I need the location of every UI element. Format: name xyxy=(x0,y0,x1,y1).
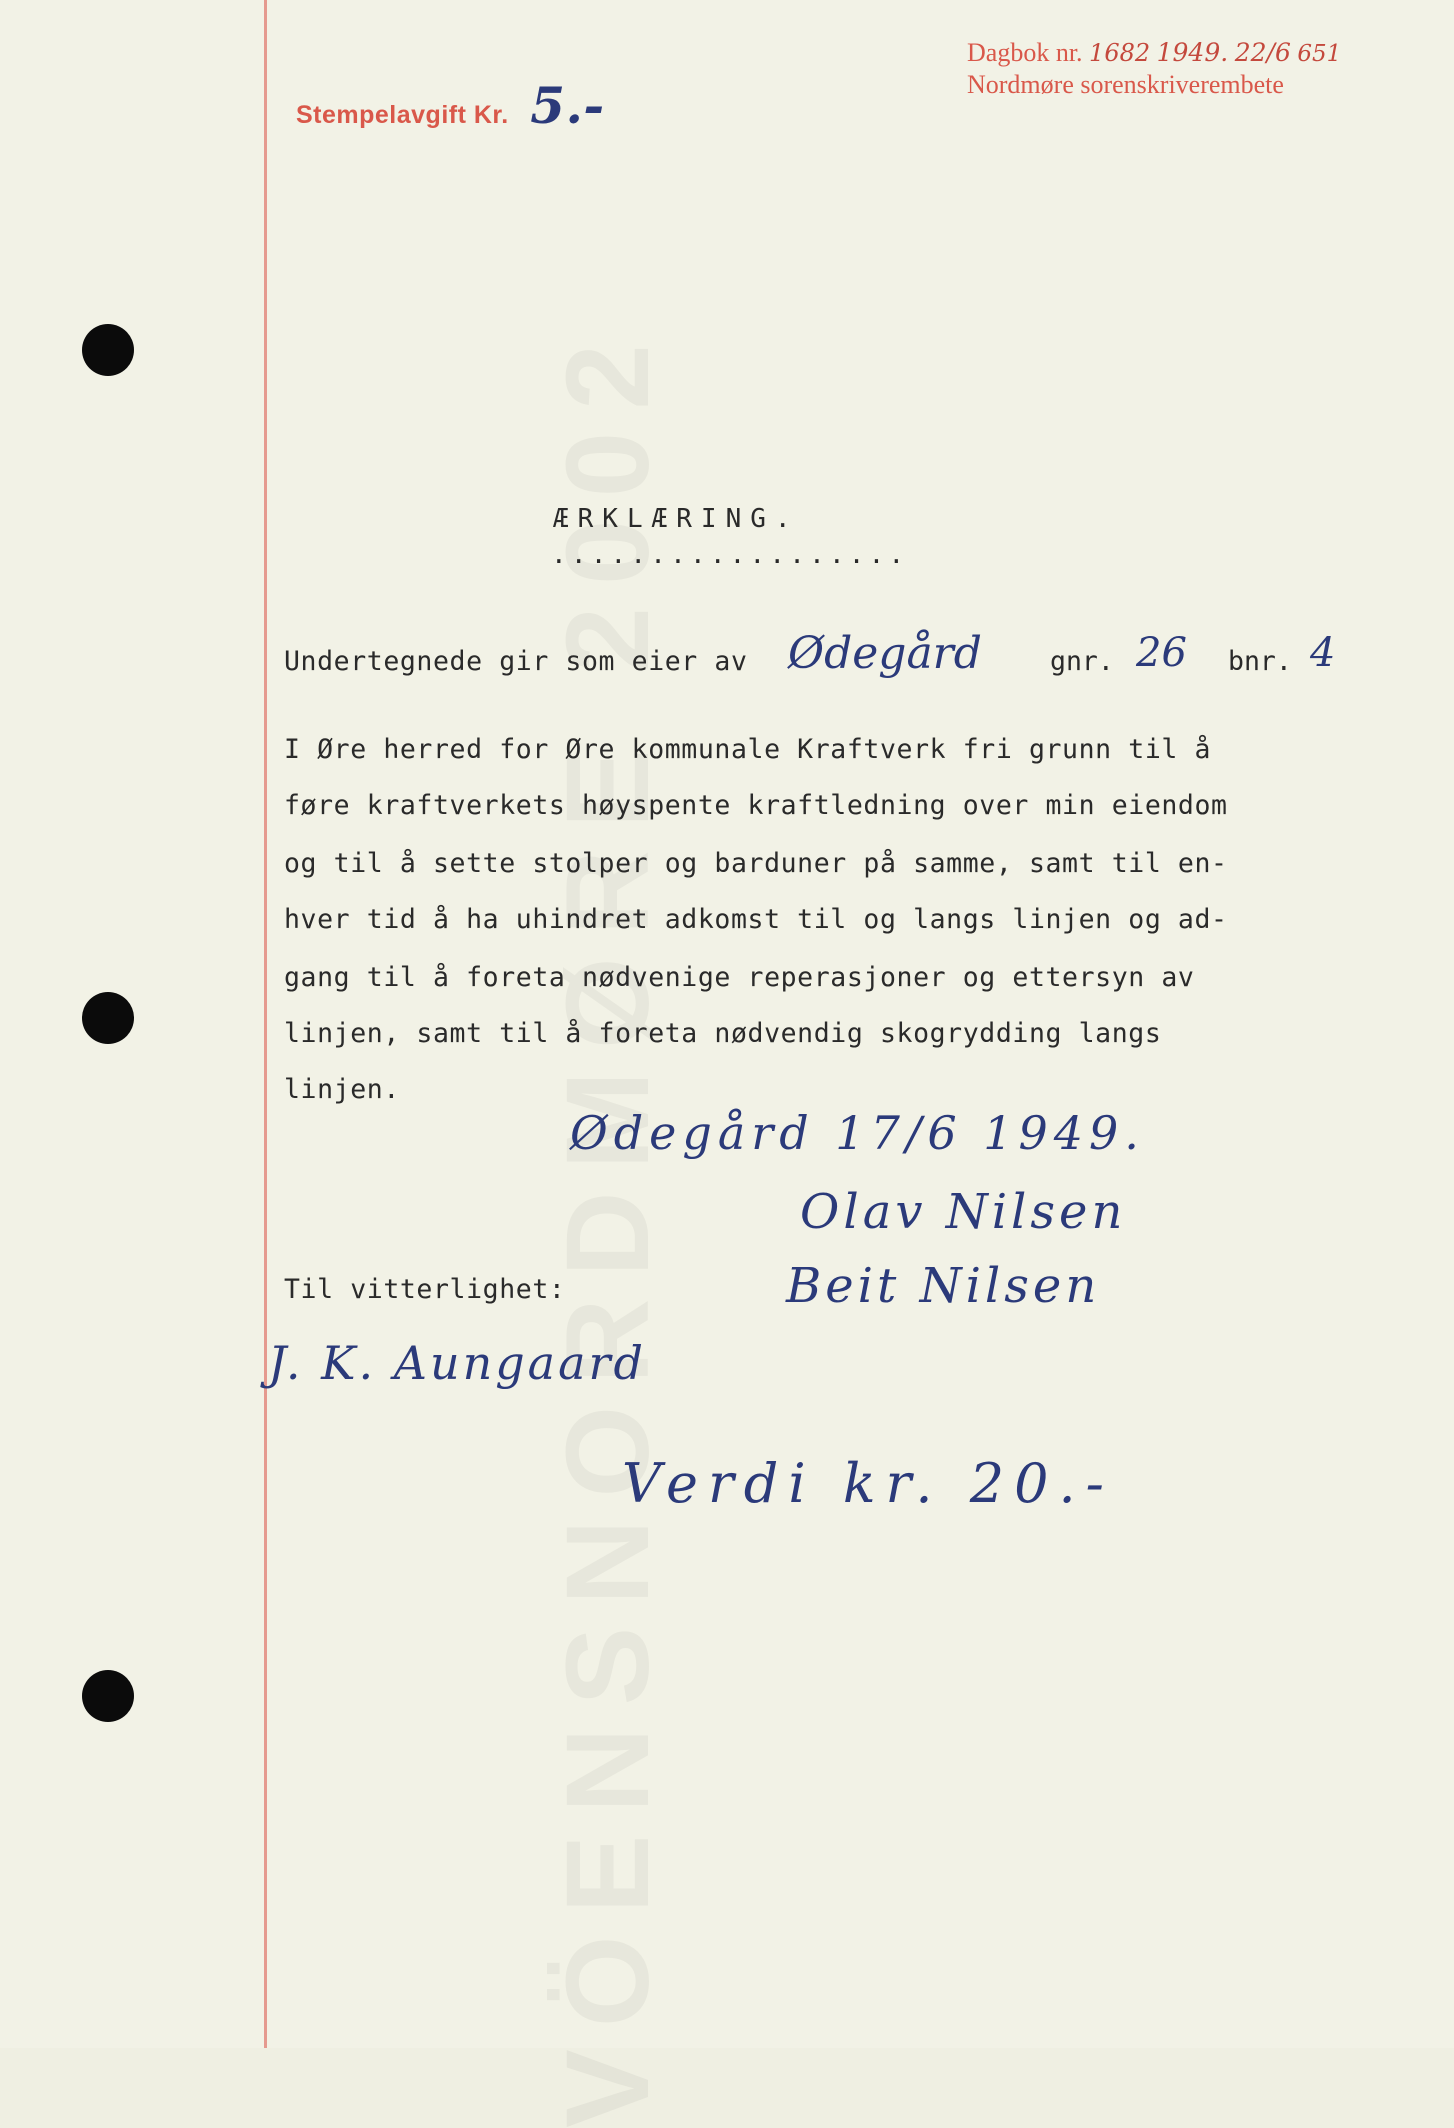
red-margin-line xyxy=(264,0,267,2048)
gnr-label: gnr. xyxy=(1050,646,1114,677)
body-line: I Øre herred for Øre kommunale Kraftverk fri grunn til å xyxy=(284,734,1212,765)
body-line: linjen, samt til å foreta nødvendig skogrydding langs xyxy=(284,1018,1162,1049)
value-note: Verdi kr. 20.- xyxy=(622,1452,1114,1515)
gnr-value: 26 xyxy=(1136,630,1187,676)
punch-hole-bottom xyxy=(82,1670,134,1722)
bnr-label: bnr. xyxy=(1228,646,1292,677)
dagbok-stamp xyxy=(967,38,1341,68)
office-stamp: Nordmøre sorenskriverembete xyxy=(967,70,1284,99)
punch-hole-top xyxy=(82,324,134,376)
stamp-fee xyxy=(296,76,605,135)
dagbok-date: 22/6 xyxy=(1234,38,1291,67)
watermark xyxy=(548,520,668,1930)
dagbok-year: 1949. xyxy=(1156,38,1229,67)
signature-1: Olav Nilsen xyxy=(800,1184,1127,1240)
stamp-fee-label: Stempelavgift Kr. xyxy=(296,101,509,129)
document-title: ÆRKLÆRING. xyxy=(553,504,800,534)
body-line: og til å sette stolper og barduner på samme, samt til en- xyxy=(284,848,1228,879)
title-underline: .................. xyxy=(551,540,909,570)
witness-label: Til vitterlighet: xyxy=(284,1274,566,1305)
signature-2: Beit Nilsen xyxy=(786,1258,1101,1314)
bnr-value: 4 xyxy=(1310,630,1336,676)
body-line: linjen. xyxy=(284,1074,400,1105)
intro-text: Undertegnede gir som eier av xyxy=(284,646,748,677)
body-line: føre kraftverkets høyspente kraftledning over min eiendom xyxy=(284,790,1228,821)
body-line: gang til å foreta nødvenige reperasjoner og ettersyn av xyxy=(284,962,1195,993)
dagbok-label: Dagbok nr. xyxy=(967,38,1083,67)
page-number: 651 xyxy=(1297,41,1342,67)
punch-hole-middle xyxy=(82,992,134,1044)
farm-name: Ødegård xyxy=(788,628,982,679)
witness-signature: J. K. Aungaard xyxy=(268,1336,646,1390)
dagbok-number: 1682 xyxy=(1089,39,1151,67)
stamp-fee-value: 5.- xyxy=(530,76,605,135)
body-line: hver tid å ha uhindret adkomst til og langs linjen og ad- xyxy=(284,904,1228,935)
place-date: Ødegård 17/6 1949. xyxy=(570,1106,1145,1160)
